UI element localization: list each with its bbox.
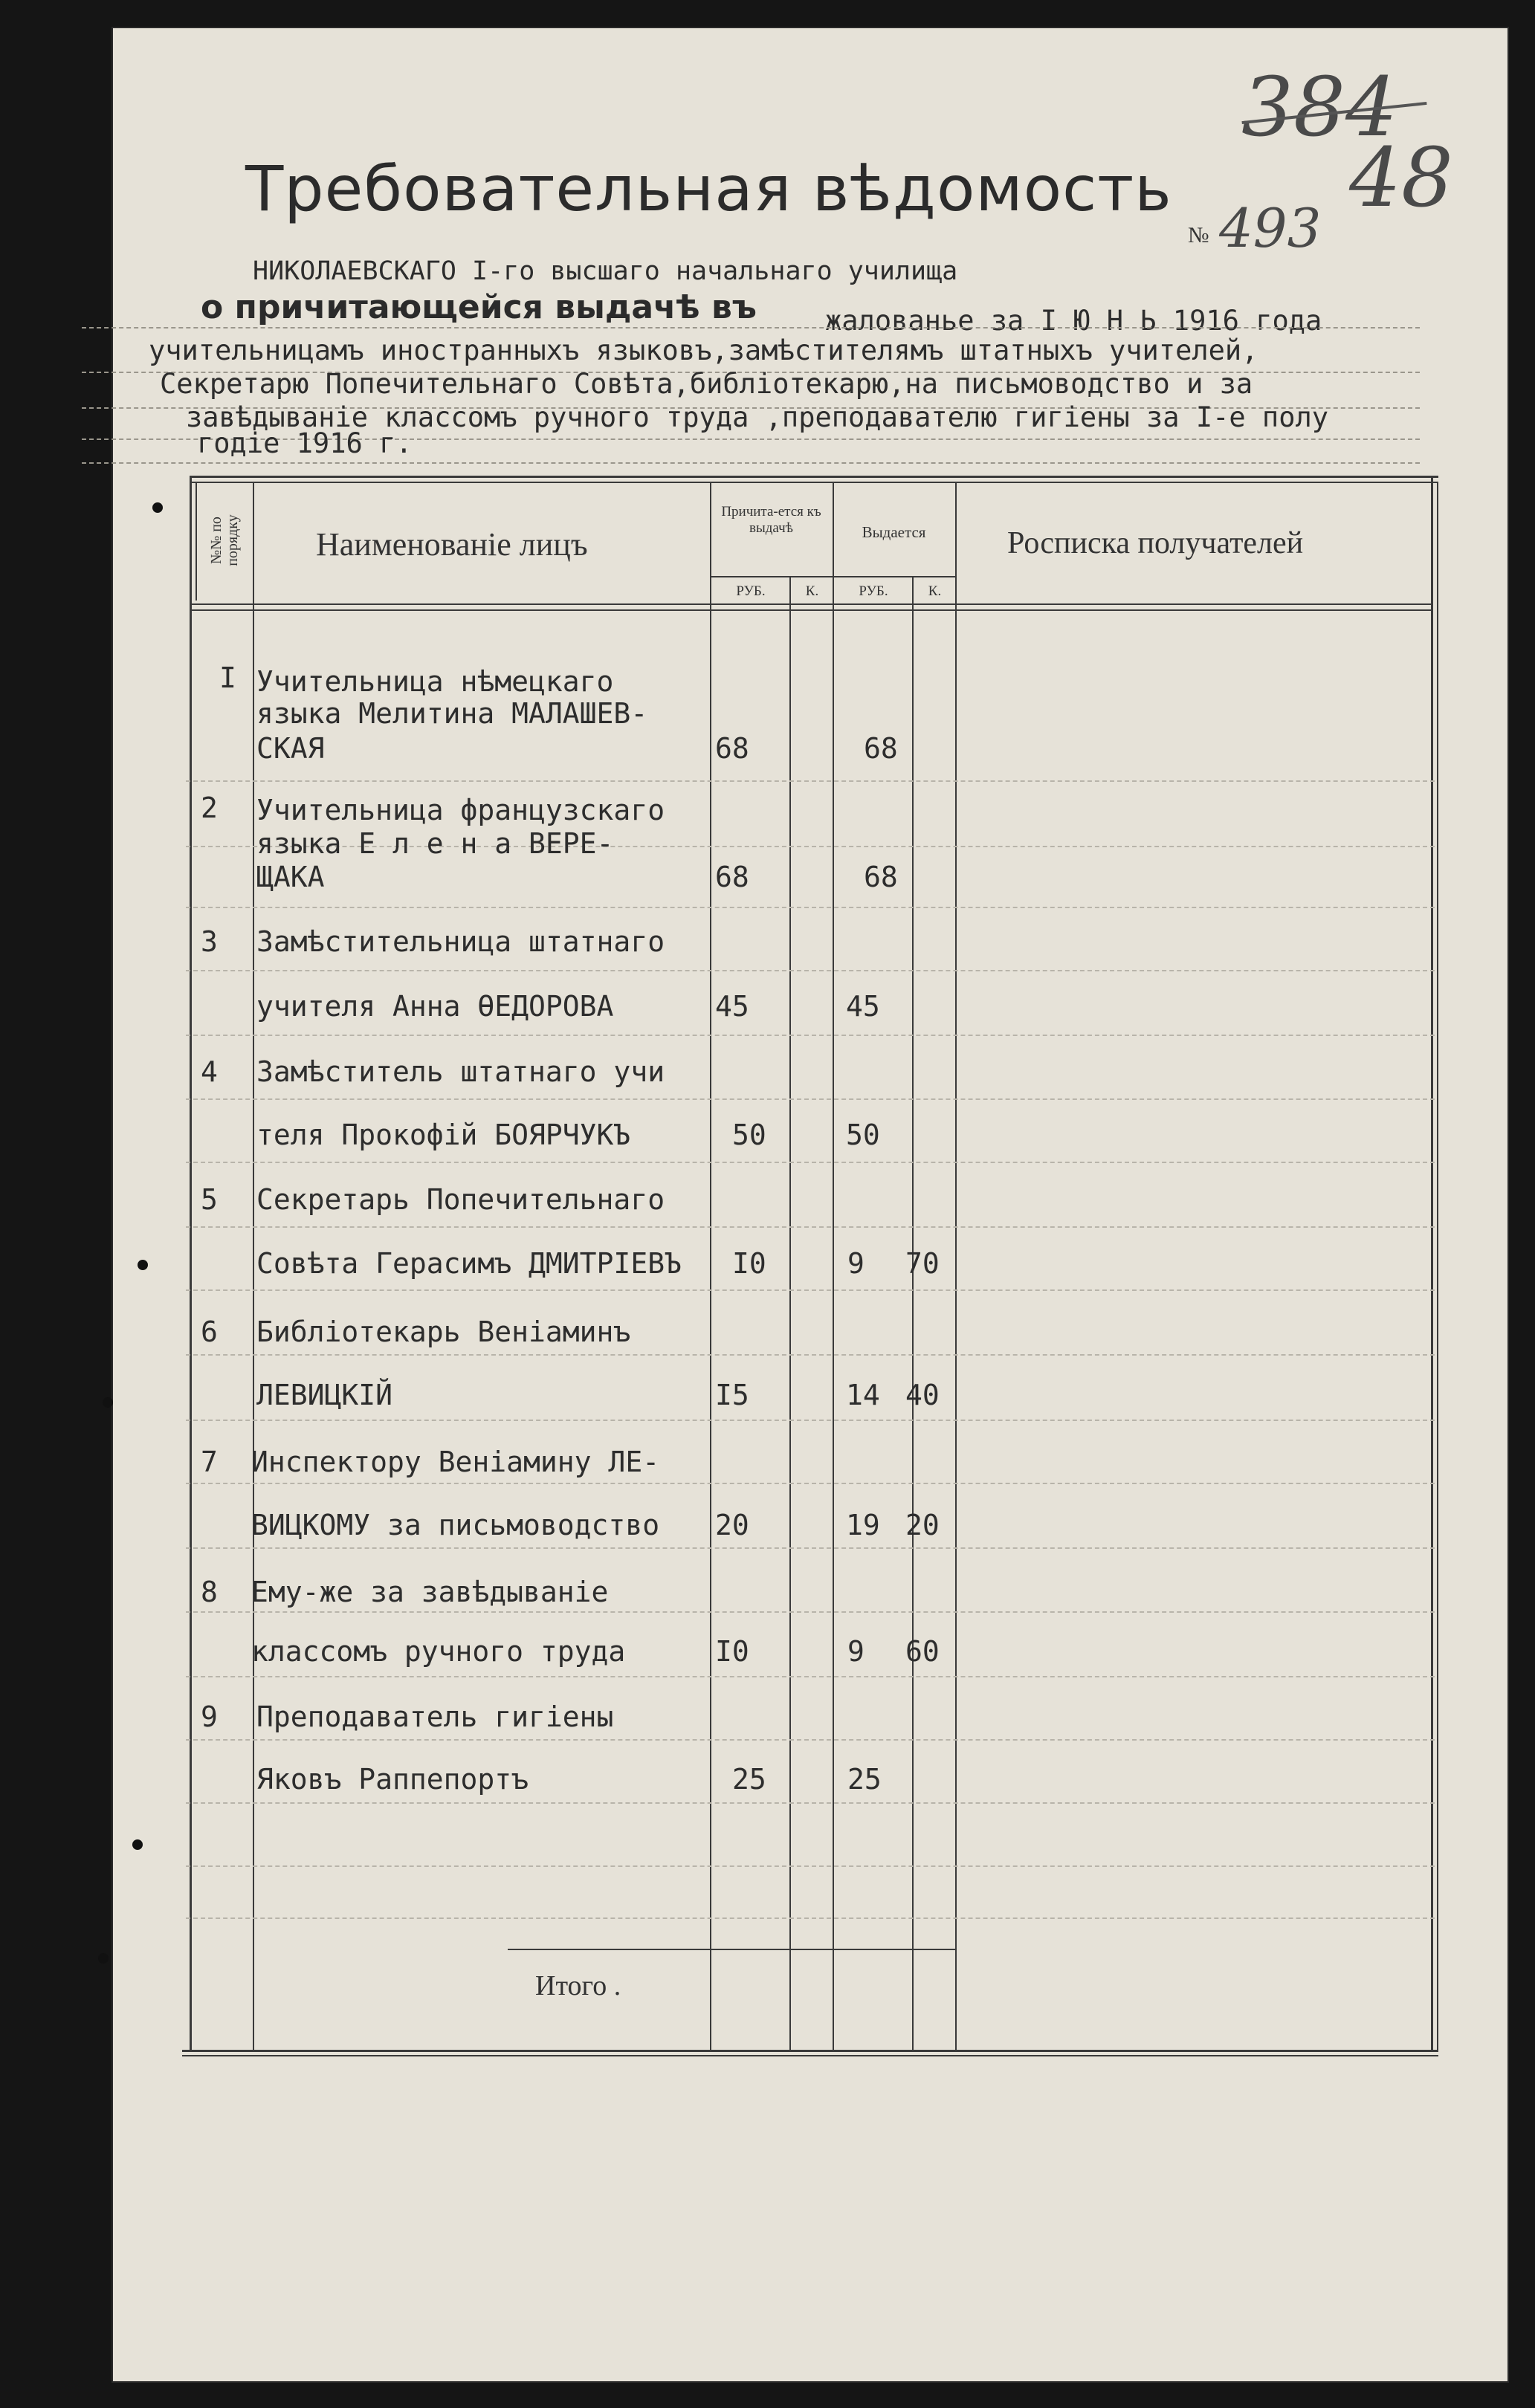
issued-kop: 20 xyxy=(905,1509,940,1541)
archive-number-top: 384 xyxy=(1241,59,1397,155)
binder-hole xyxy=(132,1839,143,1850)
issued-rub: 45 xyxy=(846,990,880,1023)
row-number: 8 xyxy=(201,1576,218,1608)
row-name-line: ВИЦКОМУ за письмоводство xyxy=(251,1509,660,1541)
row-name-line: Преподаватель гигіены xyxy=(256,1700,614,1733)
due-rub: I5 xyxy=(715,1379,749,1411)
row-name-line: учителя Анна ѲЕДОРОВА xyxy=(256,990,614,1023)
row-number: 5 xyxy=(201,1183,218,1216)
due-rub: 25 xyxy=(732,1763,766,1796)
number-label: № xyxy=(1188,223,1209,247)
row-number: 7 xyxy=(201,1446,218,1478)
binder-hole xyxy=(152,502,163,513)
row-number: 6 xyxy=(201,1315,218,1348)
row-name-line: Учительница нѣмецкаго xyxy=(256,665,614,698)
row-name-line: Библіотекарь Веніаминъ xyxy=(256,1315,631,1348)
issued-rub: 68 xyxy=(864,732,898,765)
row-name-line: СКАЯ xyxy=(256,732,325,765)
row-name-line: Ему-же за завѣдываніе xyxy=(251,1576,609,1608)
row-number: 9 xyxy=(201,1700,218,1733)
row-name-line: Инспектору Веніамину ЛЕ- xyxy=(251,1446,660,1478)
due-rub: 45 xyxy=(715,990,749,1023)
issued-rub: 25 xyxy=(847,1763,882,1796)
due-rub: 68 xyxy=(715,861,749,893)
header-signature: Росписка получателей xyxy=(1007,526,1304,560)
dotted-rule xyxy=(82,462,1420,464)
due-rub: 68 xyxy=(715,732,749,765)
issued-kop: 40 xyxy=(905,1379,940,1411)
row-name-line: ЛЕВИЦКІЙ xyxy=(256,1379,393,1411)
issued-rub: 9 xyxy=(847,1635,865,1668)
body-line-3: завѣдываніе классомъ ручного труда ,преподавателю гигіены за I-е полу xyxy=(186,401,1329,433)
row-name-line: Замѣстительница штатнаго xyxy=(256,925,665,958)
binder-hole xyxy=(138,1260,148,1270)
total-label: Итого . xyxy=(535,1970,621,2001)
document-number-handwritten: 493 xyxy=(1219,197,1322,259)
salary-line: жалованье за I Ю Н Ь 1916 года xyxy=(825,305,1322,337)
row-number: 2 xyxy=(201,792,218,824)
due-rub: 20 xyxy=(715,1509,749,1541)
row-name-line: Замѣститель штатнаго учи xyxy=(256,1055,665,1088)
row-name-line: ЩАКА xyxy=(256,861,325,893)
issued-rub: 68 xyxy=(864,861,898,893)
binder-hole xyxy=(98,1953,109,1964)
issued-kop: 60 xyxy=(905,1635,940,1668)
issued-rub: 9 xyxy=(847,1247,865,1280)
school-line: НИКОЛАЕВСКАГО I-го высшаго начальнаго училища xyxy=(253,256,958,286)
row-name-line: классомъ ручного труда xyxy=(251,1635,626,1668)
header-number: №№ по порядку xyxy=(208,514,241,566)
header-issued-rub: РУБ. xyxy=(859,583,888,599)
issued-kop: 70 xyxy=(905,1247,940,1280)
row-number: I xyxy=(219,661,236,694)
row-name-line: Совѣта Герасимъ ДМИТРІЕВЪ xyxy=(256,1247,682,1280)
row-number: 4 xyxy=(201,1055,218,1088)
header-due: Причита-ется къ выдачѣ xyxy=(721,504,821,536)
subject-line: о причитающейся выдачѣ въ xyxy=(201,288,757,326)
issued-rub: 14 xyxy=(846,1379,880,1411)
header-issued-kop: К. xyxy=(928,583,942,599)
due-rub: 50 xyxy=(732,1119,766,1151)
header-name: Наименованіе лицъ xyxy=(316,526,588,563)
row-name-line: языка Мелитина МАЛАШЕВ- xyxy=(256,697,648,730)
due-rub: I0 xyxy=(732,1247,766,1280)
row-name-line: Секретарь Попечительнаго xyxy=(256,1183,665,1216)
body-line-1: учительницамъ иностранныхъ языковъ,замѣстителямъ штатныхъ учителей, xyxy=(149,334,1258,366)
header-due-rub: РУБ. xyxy=(736,583,766,599)
row-name-line: языка Е л е н а ВЕРЕ- xyxy=(256,827,614,860)
row-name-line: Яковъ Раппепортъ xyxy=(256,1763,529,1796)
header-issued: Выдается xyxy=(862,523,926,541)
dotted-rule xyxy=(82,327,1420,328)
row-number: 3 xyxy=(201,925,218,958)
row-name-line: Учительница французскаго xyxy=(256,794,665,826)
issued-rub: 19 xyxy=(846,1509,880,1541)
document-title: Требовательная вѣдомость xyxy=(245,152,1172,225)
due-rub: I0 xyxy=(715,1635,749,1668)
row-name-line: теля Прокофій БОЯРЧУКЪ xyxy=(256,1119,631,1151)
binder-hole xyxy=(103,1397,113,1408)
header-due-kop: К. xyxy=(805,583,819,599)
archive-number-bottom: 48 xyxy=(1349,130,1453,225)
body-line-4: годіе 1916 г. xyxy=(197,427,413,459)
issued-rub: 50 xyxy=(846,1119,880,1151)
body-line-2: Секретарю Попечительнаго Совѣта,библіотекарю,на письмоводство и за xyxy=(160,368,1253,400)
